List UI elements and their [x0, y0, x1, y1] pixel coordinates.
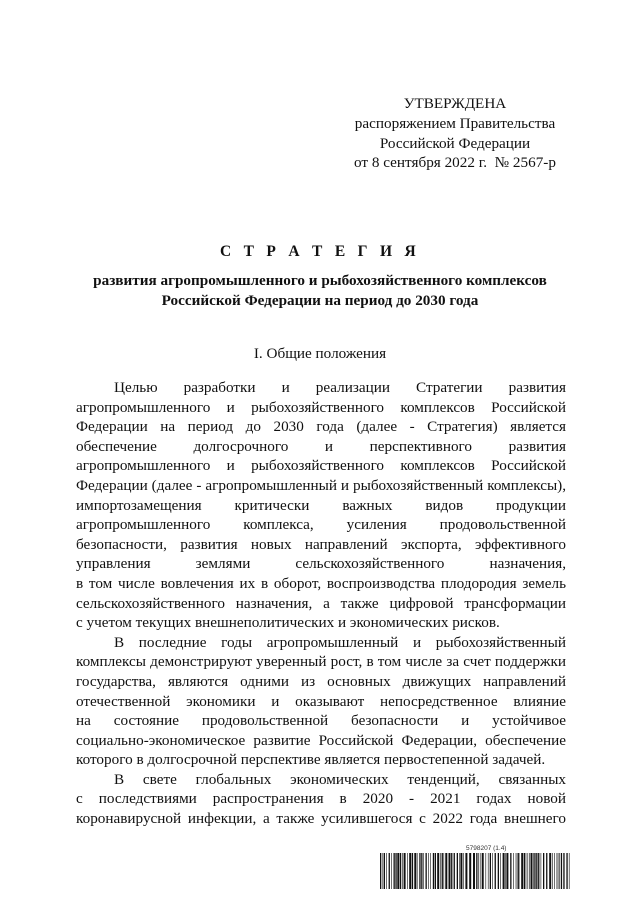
section-heading: I. Общие положения — [253, 345, 387, 362]
text-line: комплексы демонстрируют уверенный рост, в том числе за счет поддержки — [76, 653, 566, 671]
body-text — [76, 378, 566, 829]
document-subtitle — [60, 271, 580, 310]
document-title: С Т Р А Т Е Г И Я — [219, 243, 421, 260]
text-line: в том числе вовлечения их в оборот, воспроизводства плодородия земель — [76, 574, 566, 592]
approval-line: распоряжением Правительства — [354, 114, 556, 132]
subtitle-line: развития агропромышленного и рыбохозяйственного комплексов — [93, 272, 547, 289]
barcode-icon — [380, 853, 572, 889]
text-line: В свете глобальных экономических тенденций, связанных — [114, 770, 566, 788]
document-code: 5798207 (1.4) — [466, 845, 507, 852]
text-line: коронавирусной инфекции, а также усилившегося с 2022 года внешнего — [76, 810, 566, 828]
approval-line: Российской Федерации — [379, 134, 531, 152]
text-line: Федерации на период до 2030 года (далее - Стратегия) является — [76, 418, 566, 436]
text-line: с последствиями распространения в 2020 - 2021 годах новой — [76, 790, 566, 808]
text-line: сельскохозяйственного назначения, а также цифровой трансформации — [76, 594, 566, 612]
subtitle-line: Российской Федерации на период до 2030 года — [161, 291, 479, 309]
text-line: безопасности, развития новых направлений экспорта, эффективного — [76, 535, 566, 553]
text-line: социально-экономическое развитие Российской Федерации, обеспечение — [76, 731, 566, 749]
text-line: агропромышленного и рыбохозяйственного комплексов Российской — [76, 457, 566, 475]
approval-date-number: от 8 сентября 2022 г. № 2567-р — [354, 154, 556, 172]
text-line: отечественной экономики и оказывают непосредственное влияние — [76, 692, 566, 710]
text-line: агропромышленного комплекса, усиления продовольственной — [76, 516, 566, 534]
text-line: импортозамещения критически важных видов продукции — [76, 496, 566, 514]
text-line: Федерации (далее - агропромышленный и рыбохозяйственный комплексы), — [76, 476, 566, 494]
text-line: Целью разработки и реализации Стратегии развития — [114, 379, 566, 396]
approval-title: УТВЕРЖДЕНА — [403, 95, 507, 112]
text-line: В последние годы агропромышленный и рыбохозяйственный — [114, 633, 566, 651]
text-line: с учетом текущих внешнеполитических и экономических рисков. — [76, 614, 500, 632]
text-line: агропромышленного и рыбохозяйственного комплексов Российской — [76, 398, 566, 416]
text-line: на состояние продовольственной безопасности и устойчивое — [76, 712, 566, 730]
approval-stamp — [320, 94, 590, 173]
text-line: государства, являются одними из основных движущих направлений — [76, 672, 566, 690]
text-line: управления землями сельскохозяйственного назначения, — [76, 555, 566, 573]
text-line: обеспечение долгосрочного и перспективного развития — [76, 437, 566, 455]
text-line: которого в долгосрочной перспективе является первостепенной задачей. — [76, 751, 546, 769]
